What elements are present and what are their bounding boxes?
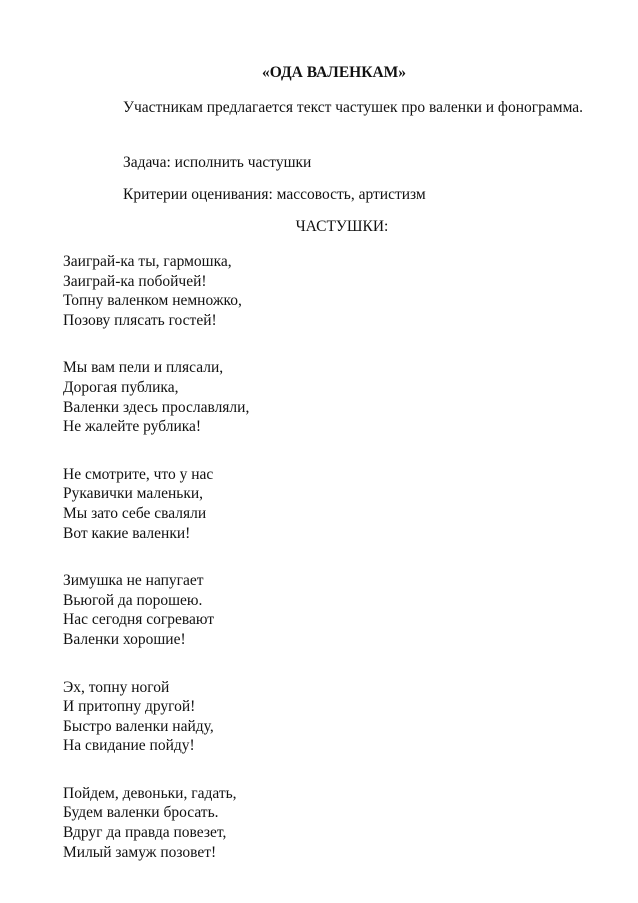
verse (63, 465, 583, 543)
verse-line: Не жалейте рублика! (63, 418, 202, 436)
verse (63, 784, 583, 862)
verse-line: Зимушка не напугает (63, 572, 204, 590)
verse-line: Вдруг да правда повезет, (63, 824, 227, 842)
verse-line: Милый замуж позовет! (63, 843, 217, 861)
verse-line: Мы вам пели и плясали, (63, 359, 224, 377)
verse-line: Топну валенком немножко, (63, 292, 242, 310)
verse (63, 678, 583, 756)
verse-line: Нас сегодня согревают (63, 611, 214, 629)
task-paragraph: Задача: исполнить частушки (123, 154, 312, 171)
verse (63, 252, 583, 330)
verse-line: Пойдем, девоньки, гадать, (63, 784, 237, 802)
criteria-paragraph: Критерии оценивания: массовость, артистизм (123, 186, 426, 203)
verse-line: Не смотрите, что у нас (63, 465, 214, 483)
verse-line: И притопну другой! (63, 698, 196, 716)
verse-line: Заиграй-ка побойчей! (63, 272, 207, 290)
verse-line: На свидание пойду! (63, 737, 195, 755)
verse (63, 358, 583, 436)
section-title: ЧАСТУШКИ: (295, 218, 389, 235)
verse-line: Мы зато себе сваляли (63, 504, 207, 522)
verses-container (63, 252, 583, 890)
verse-line: Вот какие валенки! (63, 524, 191, 542)
verse-line: Будем валенки бросать. (63, 804, 219, 822)
verse-line: Позову плясать гостей! (63, 311, 217, 329)
verse-line: Эх, топну ногой (63, 678, 170, 696)
document-title: «ОДА ВАЛЕНКАМ» (261, 64, 407, 81)
verse-line: Валенки здесь прославляли, (63, 398, 250, 416)
verse-line: Вьюгой да порошею. (63, 591, 203, 609)
verse-line: Быстро валенки найду, (63, 717, 214, 735)
intro-paragraph: Участникам предлагается текст частушек про валенки и фонограмма. (123, 99, 584, 116)
verse-line: Дорогая публика, (63, 378, 179, 396)
verse (63, 571, 583, 649)
verse-line: Заиграй-ка ты, гармошка, (63, 253, 232, 270)
verse-line: Рукавички маленьки, (63, 485, 204, 503)
verse-line: Валенки хорошие! (63, 630, 186, 648)
